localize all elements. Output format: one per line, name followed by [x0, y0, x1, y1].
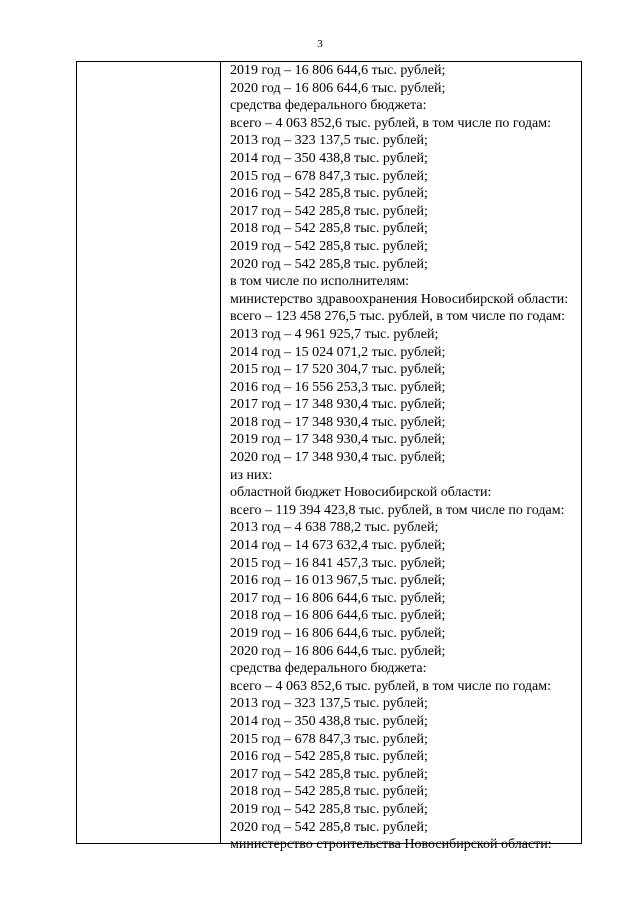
funding-line: 2014 год – 14 673 632,4 тыс. рублей; [230, 538, 446, 554]
page-number: 3 [317, 38, 323, 50]
funding-line: в том числе по исполнителям: [230, 274, 410, 290]
funding-line: 2014 год – 350 438,8 тыс. рублей; [230, 713, 428, 729]
funding-line: 2015 год – 16 841 457,3 тыс. рублей; [230, 555, 446, 571]
funding-line: 2020 год – 542 285,8 тыс. рублей; [230, 819, 428, 835]
table-left-cell [77, 62, 220, 843]
funding-line: 2017 год – 16 806 644,6 тыс. рублей; [230, 590, 446, 606]
funding-line: 2013 год – 323 137,5 тыс. рублей; [230, 696, 428, 712]
funding-line: 2019 год – 17 348 930,4 тыс. рублей; [230, 432, 446, 448]
funding-line: 2015 год – 17 520 304,7 тыс. рублей; [230, 362, 446, 378]
funding-line: 2017 год – 542 285,8 тыс. рублей; [230, 766, 428, 782]
funding-line: 2015 год – 678 847,3 тыс. рублей; [230, 731, 428, 747]
funding-line: 2017 год – 542 285,8 тыс. рублей; [230, 203, 428, 219]
funding-line: областной бюджет Новосибирской области: [230, 485, 492, 501]
funding-line: 2020 год – 16 806 644,6 тыс. рублей; [230, 80, 446, 96]
funding-line: всего – 123 458 276,5 тыс. рублей, в том числе по годам: [230, 309, 566, 325]
funding-line: 2019 год – 16 806 644,6 тыс. рублей; [230, 626, 446, 641]
funding-line: 2019 год – 16 806 644,6 тыс. рублей; [230, 63, 446, 78]
funding-line: 2016 год – 542 285,8 тыс. рублей; [230, 749, 428, 765]
funding-line: 2013 год – 323 137,5 тыс. рублей; [230, 133, 428, 149]
funding-lines [230, 62, 568, 854]
funding-line: 2018 год – 16 806 644,6 тыс. рублей; [230, 608, 446, 624]
funding-line: всего – 4 063 852,6 тыс. рублей, в том числе по годам: [230, 678, 552, 694]
funding-line: 2016 год – 16 013 967,5 тыс. рублей; [230, 573, 446, 589]
funding-line: 2017 год – 17 348 930,4 тыс. рублей; [230, 397, 446, 413]
funding-line: министерство строительства Новосибирской области: [230, 837, 552, 853]
column-divider [220, 62, 221, 843]
funding-line: средства федерального бюджета: [230, 661, 427, 677]
funding-line: 2013 год – 4 638 788,2 тыс. рублей; [230, 520, 439, 536]
funding-line: всего – 4 063 852,6 тыс. рублей, в том числе по годам: [230, 115, 552, 131]
funding-line: 2014 год – 15 024 071,2 тыс. рублей; [230, 344, 446, 360]
funding-line: всего – 119 394 423,8 тыс. рублей, в том числе по годам: [230, 502, 565, 518]
funding-line: 2019 год – 542 285,8 тыс. рублей; [230, 801, 428, 817]
funding-table [76, 61, 582, 853]
funding-line: 2019 год – 542 285,8 тыс. рублей; [230, 238, 428, 254]
funding-line: 2018 год – 17 348 930,4 тыс. рублей; [230, 414, 446, 430]
funding-line: министерство здравоохранения Новосибирской области: [230, 291, 569, 307]
funding-line: 2020 год – 16 806 644,6 тыс. рублей; [230, 643, 446, 659]
funding-line: 2020 год – 542 285,8 тыс. рублей; [230, 256, 428, 272]
funding-line: 2018 год – 542 285,8 тыс. рублей; [230, 221, 428, 237]
funding-line: 2014 год – 350 438,8 тыс. рублей; [230, 150, 428, 166]
funding-line: 2016 год – 542 285,8 тыс. рублей; [230, 186, 428, 202]
funding-line: из них: [230, 467, 273, 483]
funding-line: 2018 год – 542 285,8 тыс. рублей; [230, 784, 428, 800]
funding-line: 2020 год – 17 348 930,4 тыс. рублей; [230, 450, 446, 466]
funding-line: 2013 год – 4 961 925,7 тыс. рублей; [230, 326, 439, 342]
funding-line: средства федерального бюджета: [230, 98, 427, 114]
funding-line: 2015 год – 678 847,3 тыс. рублей; [230, 168, 428, 184]
funding-line: 2016 год – 16 556 253,3 тыс. рублей; [230, 379, 446, 395]
